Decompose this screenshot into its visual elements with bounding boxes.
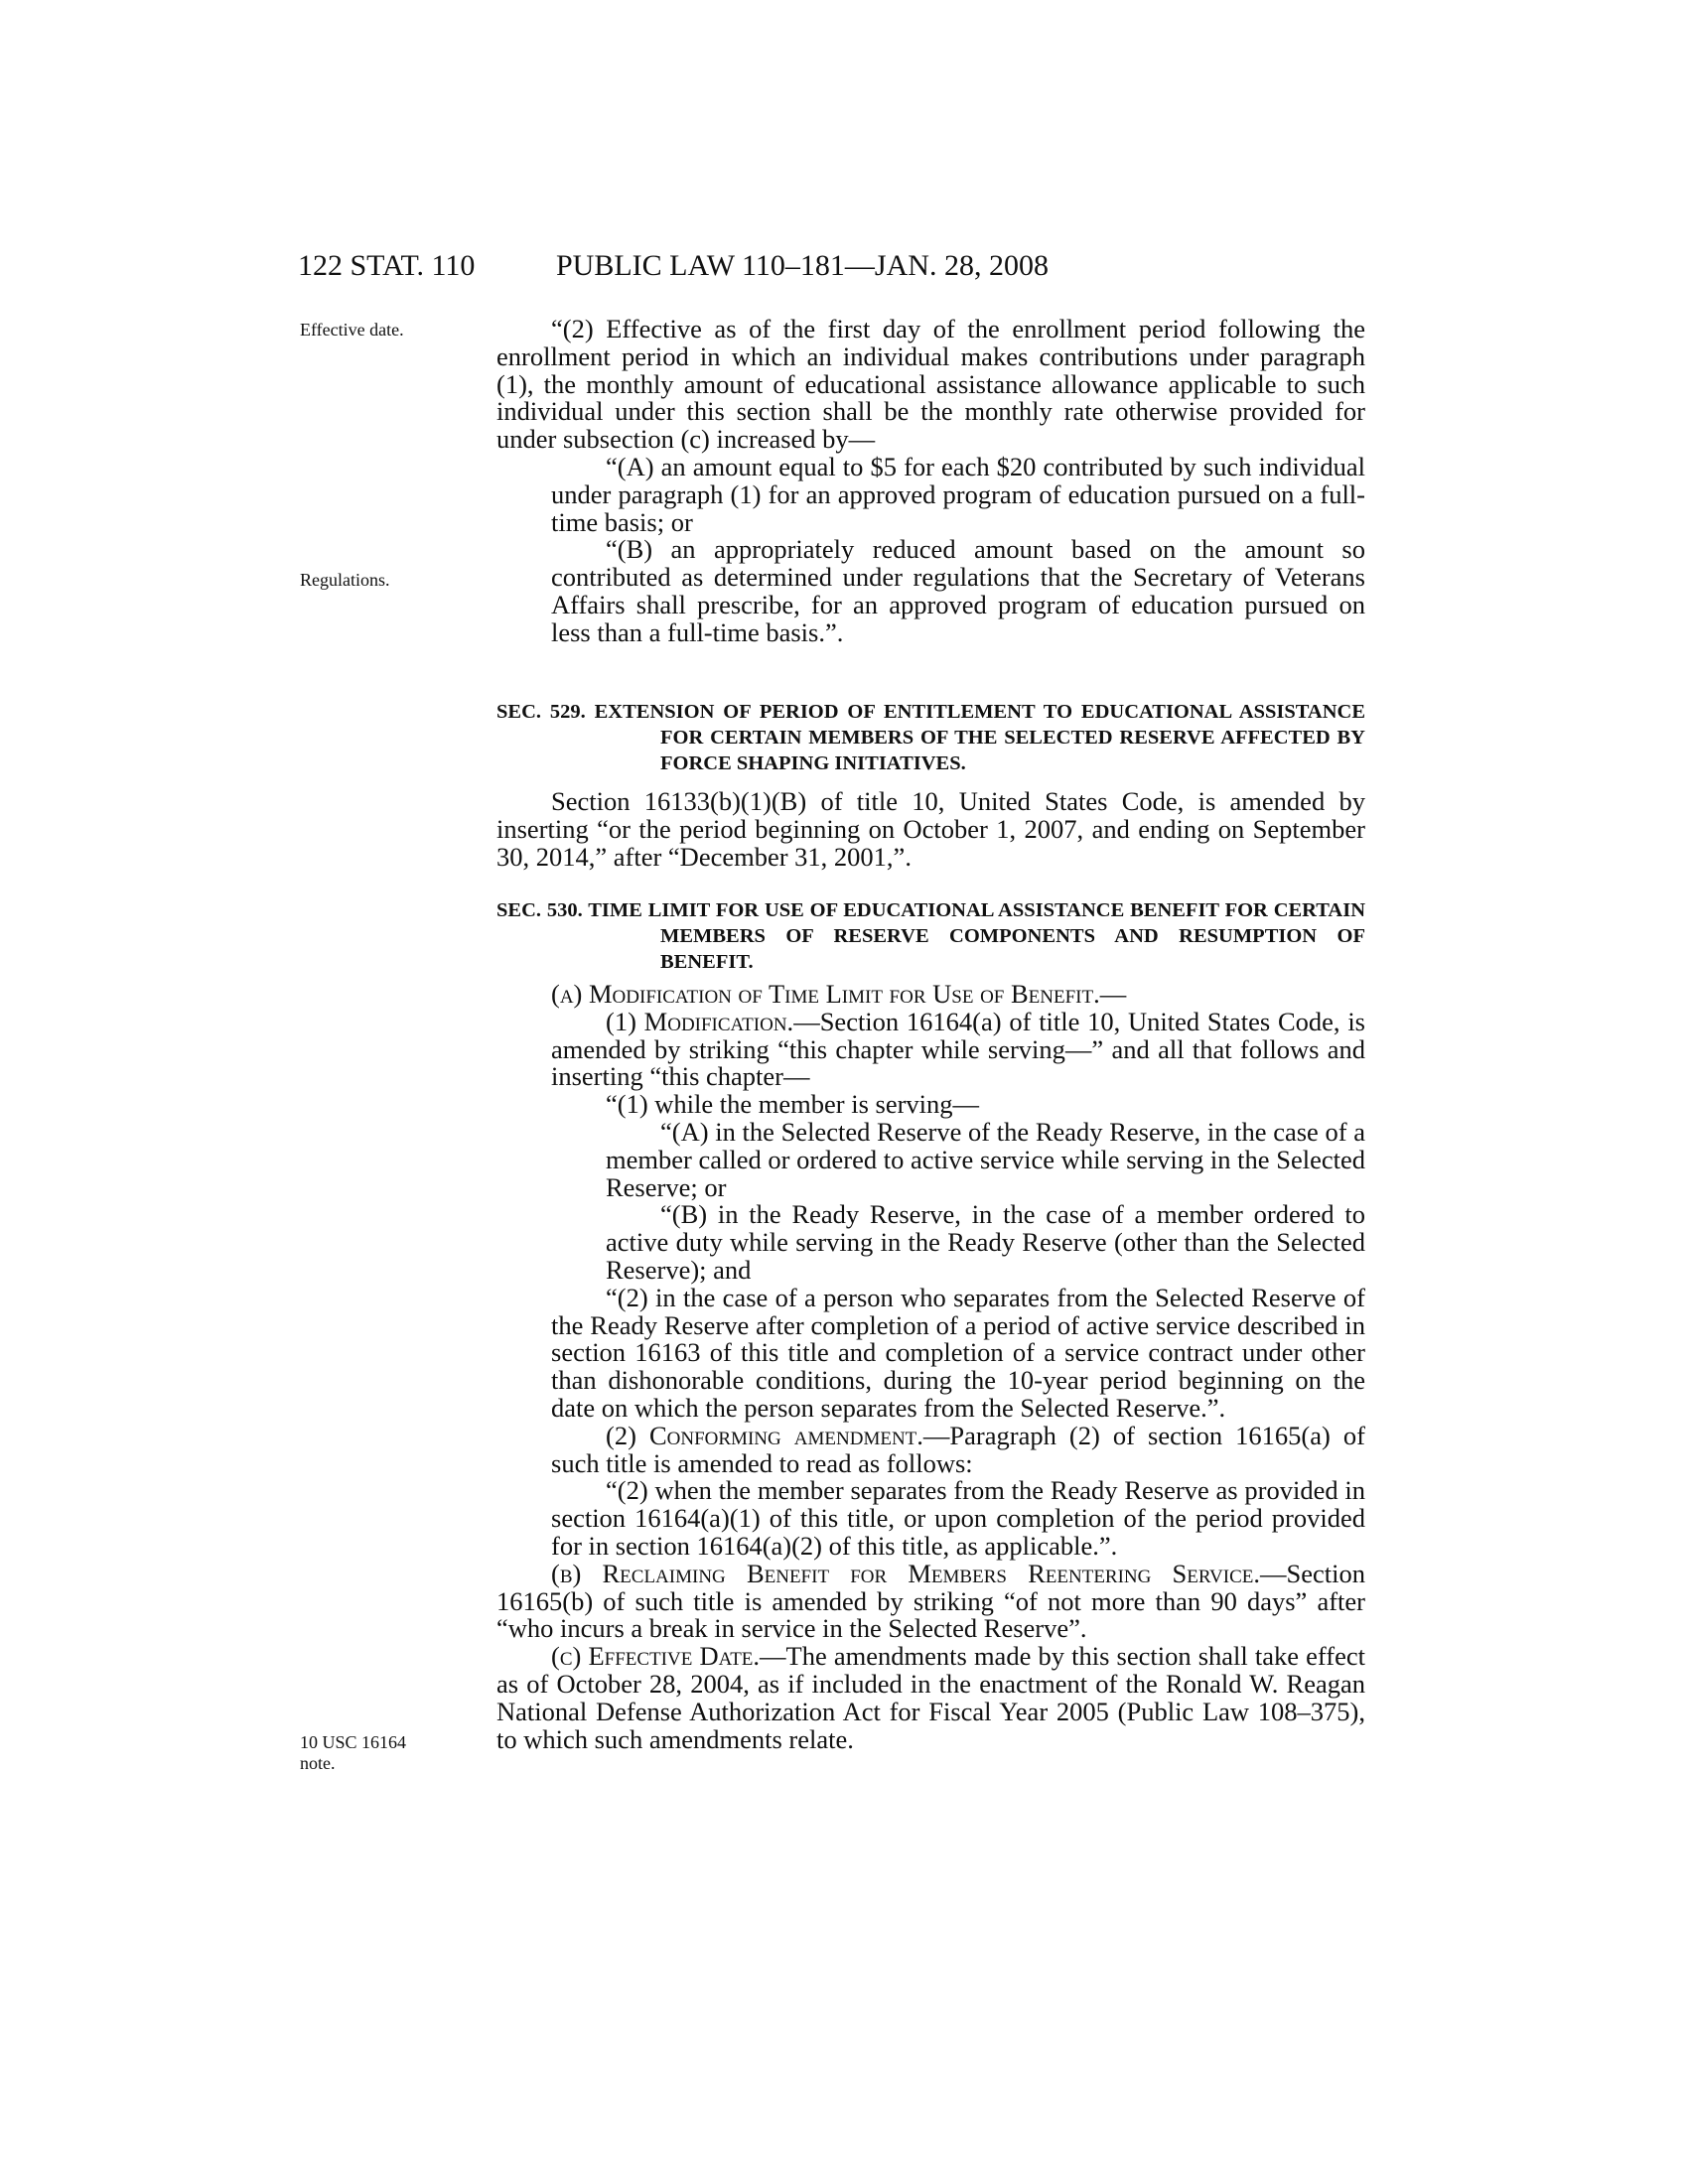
quoted-subparagraph-a: “(A) in the Selected Reserve of the Ready Reserve, in the case of a member called or ordered to active service while serving in the Selected Reserve; or (606, 1116, 1365, 1202)
public-law-title: PUBLIC LAW 110–181—JAN. 28, 2008 (556, 249, 1049, 282)
subparagraph-a-text: “(A) an amount equal to $5 for each $20 contributed by such individual under paragraph (1) for an approved program of education pursued on a full-time basis; or (551, 451, 1365, 537)
quoted-paragraph-2-conforming: “(2) when the member separates from the Ready Reserve as provided in section 16164(a)(1) of this title, or upon completion of the period provided for in section 16164(a)(2) of this title, as applicable.”. (551, 1475, 1365, 1561)
subsection-a-label: (a) Modification of Time Limit for Use of Benefit.— (551, 979, 1127, 1009)
paragraph-a1 (496, 1006, 1365, 1092)
quoted-paragraph-1: “(1) while the member is serving— (606, 1089, 980, 1120)
sec-529-body-block (496, 788, 1365, 871)
paragraph-a1-text: —Section 16164(a) of title 10, United States Code, is amended by striking “this chapter while serving—” and all that follows and inserting “this chapter— (551, 1006, 1365, 1092)
margin-note-usc-line2: note. (300, 1753, 336, 1773)
subsection-c-text: —The amendments made by this section shall take effect as of October 28, 2004, as if included in the enactment of the Ronald W. Reagan National Defense Authorization Act for Fiscal Year 2005 (Public Law 108–375), to which such amendments relate. (496, 1641, 1365, 1754)
amendment-paragraph-2-block (496, 316, 1365, 647)
margin-note-regulations: Regulations. (300, 570, 390, 590)
page-header (298, 246, 1365, 286)
sec-530-heading: SEC. 530. TIME LIMIT FOR USE OF EDUCATIONAL ASSISTANCE BENEFIT FOR CERTAIN MEMBERS OF RESERVE COMPONENTS AND RESUMPTION OF BENEFIT. (496, 899, 1365, 973)
subsection-a-heading (496, 981, 1365, 1009)
margin-note-usc-line1: 10 USC 16164 (300, 1732, 407, 1752)
subsection-c (496, 1643, 1365, 1753)
subsection-b (496, 1558, 1365, 1644)
sec-529-heading: SEC. 529. EXTENSION OF PERIOD OF ENTITLEMENT TO EDUCATIONAL ASSISTANCE FOR CERTAIN MEMBERS OF THE SELECTED RESERVE AFFECTED BY FORCE SHAPING INITIATIVES. (496, 701, 1365, 774)
subsection-b-text: —Section 16165(b) of such title is amended by striking “of not more than 90 days” after “who incurs a break in service in the Selected Reserve”. (496, 1558, 1365, 1644)
quoted-subparagraph-b: “(B) in the Ready Reserve, in the case of a member ordered to active duty while serving in the Ready Reserve (other than the Selected Reserve); and (606, 1199, 1365, 1285)
subparagraph-b-text: “(B) an appropriately reduced amount based on the amount so contributed as determined under regulations that the Secretary of Veterans Affairs shall prescribe, for an approved program of education pursued on less than a full-time basis.”. (551, 534, 1365, 647)
paragraph-a2-label: (2) Conforming amendment. (606, 1420, 923, 1450)
quoted-paragraph-2: “(2) in the case of a person who separates from the Selected Reserve of the Ready Reserve after completion of a period of active service described in section 16163 of this title and completion of a service contract under other than dishonorable conditions, during the 10-year period beginning on the date on which the person separates from the Selected Reserve.”. (551, 1282, 1365, 1423)
sec-529-body: Section 16133(b)(1)(B) of title 10, United States Code, is amended by inserting “or the period beginning on October 1, 2007, and ending on September 30, 2014,” after “December 31, 2001,”. (496, 786, 1365, 872)
subsection-b-label: (b) Reclaiming Benefit for Members Reentering Service. (551, 1558, 1260, 1588)
paragraph-a2-text: —Paragraph (2) of section 16165(a) of such title is amended to read as follows: (551, 1420, 1365, 1478)
stat-page-number: 122 STAT. 110 (298, 249, 476, 282)
paragraph-2-text: “(2) Effective as of the first day of the enrollment period following the enrollment period in which an individual makes contributions under paragraph (1), the monthly amount of educational assistance allowance applicable to such individual under this section shall be the monthly rate otherwise provided for under subsection (c) increased by— (496, 314, 1365, 455)
paragraph-a2 (496, 1420, 1365, 1478)
sec-530-body-block (496, 981, 1365, 1753)
subsection-c-label: (c) Effective Date. (551, 1641, 761, 1672)
paragraph-a1-label: (1) Modification. (606, 1006, 794, 1036)
margin-note-usc-citation (300, 1732, 459, 1774)
margin-note-effective-date: Effective date. (300, 320, 404, 340)
